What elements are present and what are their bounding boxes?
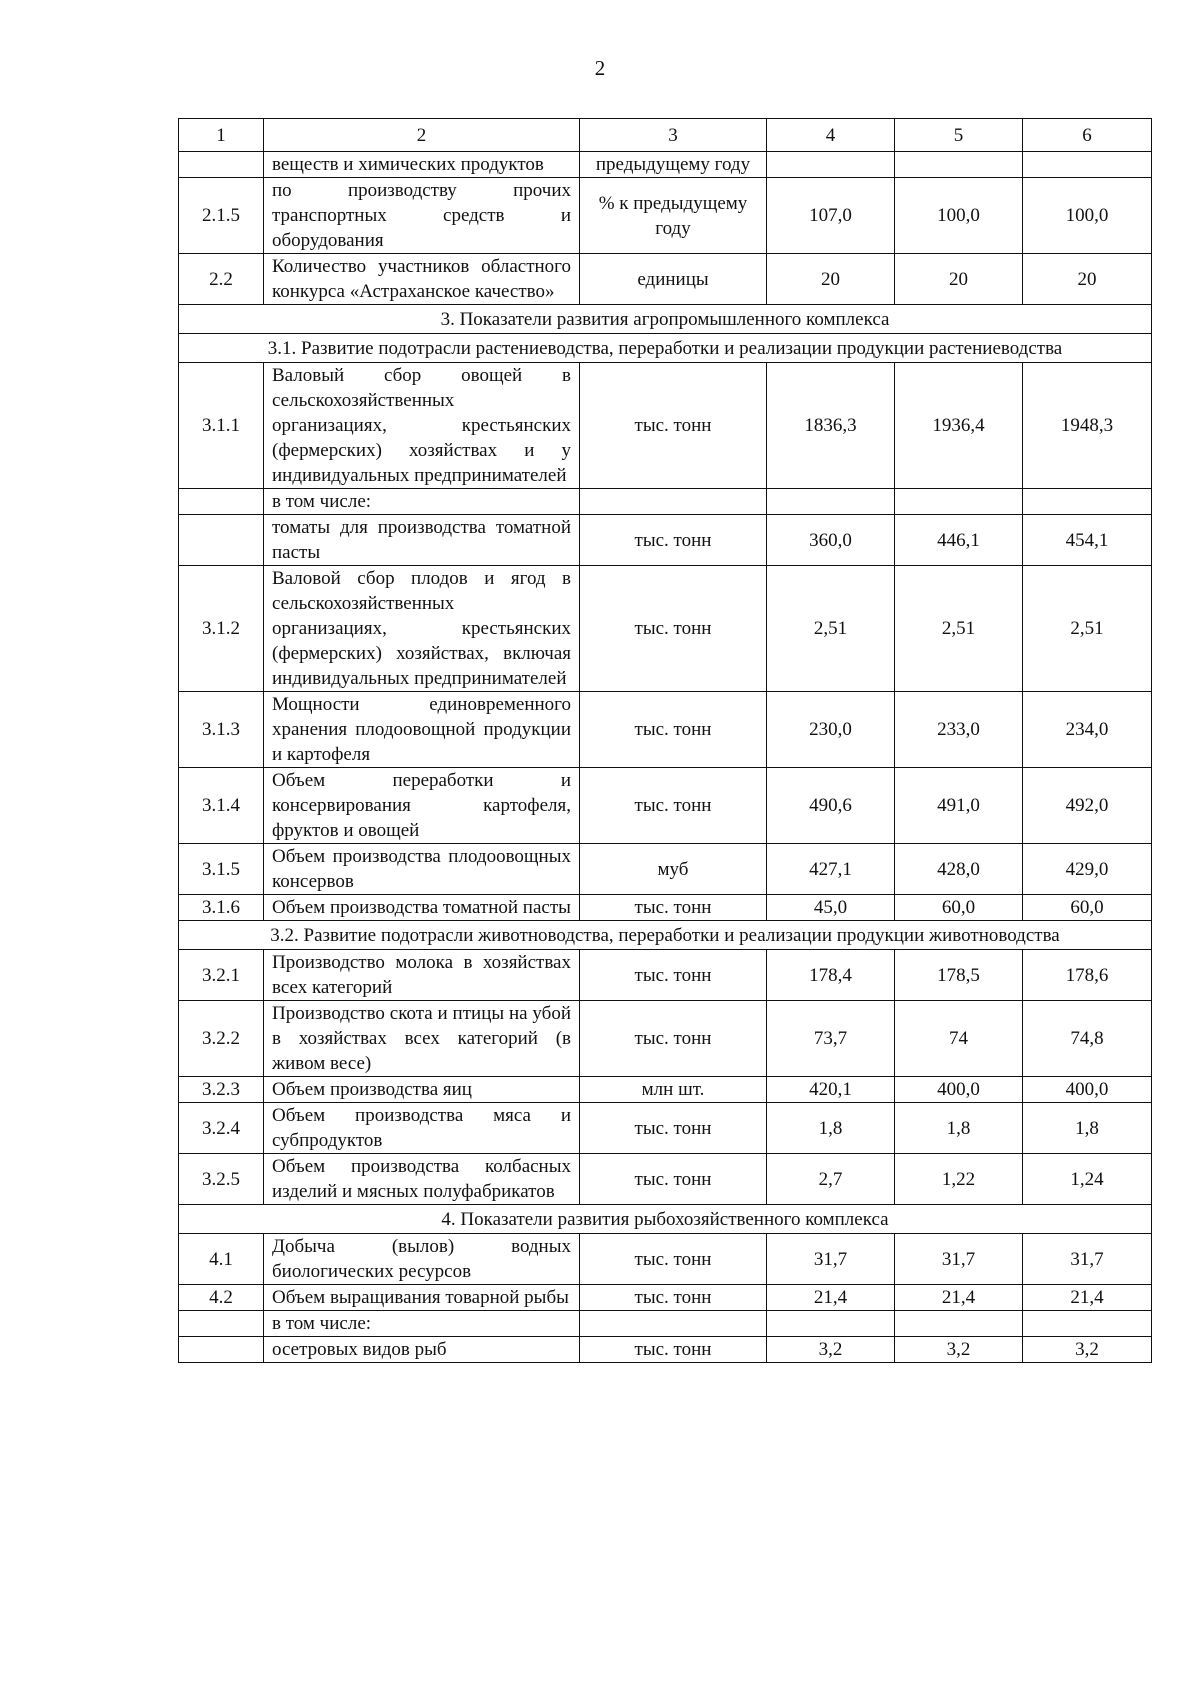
- value-cell: 45,0: [767, 895, 895, 921]
- unit-cell: предыдущему году: [580, 152, 767, 178]
- indicator-name-cell: веществ и химических продуктов: [264, 152, 580, 178]
- indicator-name-cell: осетровых видов рыб: [264, 1337, 580, 1363]
- value-cell: 420,1: [767, 1077, 895, 1103]
- row-number-cell: 3.2.1: [179, 950, 264, 1001]
- indicator-name-cell: в том числе:: [264, 489, 580, 515]
- value-cell: 20: [767, 254, 895, 305]
- row-number-cell: 4.2: [179, 1285, 264, 1311]
- indicator-name-cell: Объем производства яиц: [264, 1077, 580, 1103]
- indicator-name-cell: Валовый сбор овощей в сельскохозяйственных организациях, крестьянских (фермерских) хозяйствах и у индивидуальных предпринимателей: [264, 363, 580, 489]
- value-cell: 100,0: [895, 178, 1023, 254]
- unit-cell: тыс. тонн: [580, 566, 767, 692]
- unit-cell: тыс. тонн: [580, 1234, 767, 1285]
- row-number-cell: 3.1.3: [179, 692, 264, 768]
- table-row: [179, 950, 1152, 1001]
- indicator-name-cell: Добыча (вылов) водных биологических ресурсов: [264, 1234, 580, 1285]
- value-cell: 20: [1023, 254, 1152, 305]
- table-row: [179, 1311, 1152, 1337]
- value-cell: 1936,4: [895, 363, 1023, 489]
- value-cell: 2,51: [895, 566, 1023, 692]
- indicator-name-cell: Валовой сбор плодов и ягод в сельскохозяйственных организациях, крестьянских (фермерских) хозяйствах, включая индивидуальных предпринимателей: [264, 566, 580, 692]
- indicator-name-cell: Объем производства колбасных изделий и мясных полуфабрикатов: [264, 1154, 580, 1205]
- unit-cell: [580, 489, 767, 515]
- indicator-name-cell: по производству прочих транспортных средств и оборудования: [264, 178, 580, 254]
- value-cell: [895, 152, 1023, 178]
- value-cell: 3,2: [767, 1337, 895, 1363]
- value-cell: 107,0: [767, 178, 895, 254]
- section-heading: 3. Показатели развития агропромышленного комплекса: [179, 305, 1152, 334]
- row-number-cell: 2.1.5: [179, 178, 264, 254]
- value-cell: 446,1: [895, 515, 1023, 566]
- table-row: [179, 844, 1152, 895]
- row-number-cell: 3.2.5: [179, 1154, 264, 1205]
- unit-cell: тыс. тонн: [580, 363, 767, 489]
- unit-cell: муб: [580, 844, 767, 895]
- row-number-cell: [179, 515, 264, 566]
- unit-cell: тыс. тонн: [580, 1285, 767, 1311]
- value-cell: 74: [895, 1001, 1023, 1077]
- indicator-name-cell: Количество участников областного конкурса «Астраханское качество»: [264, 254, 580, 305]
- indicator-name-cell: Объем переработки и консервирования картофеля, фруктов и овощей: [264, 768, 580, 844]
- value-cell: 234,0: [1023, 692, 1152, 768]
- indicator-name-cell: Объем выращивания товарной рыбы: [264, 1285, 580, 1311]
- table-row: [179, 254, 1152, 305]
- table-row: [179, 895, 1152, 921]
- row-number-cell: 3.2.4: [179, 1103, 264, 1154]
- value-cell: 21,4: [895, 1285, 1023, 1311]
- value-cell: 178,6: [1023, 950, 1152, 1001]
- row-number-cell: [179, 489, 264, 515]
- unit-cell: [580, 1311, 767, 1337]
- value-cell: 233,0: [895, 692, 1023, 768]
- value-cell: 74,8: [1023, 1001, 1152, 1077]
- value-cell: [895, 489, 1023, 515]
- value-cell: 1,8: [1023, 1103, 1152, 1154]
- unit-cell: тыс. тонн: [580, 950, 767, 1001]
- value-cell: 400,0: [1023, 1077, 1152, 1103]
- value-cell: 429,0: [1023, 844, 1152, 895]
- section-heading: 3.1. Развитие подотрасли растениеводства, переработки и реализации продукции растениеводства: [179, 334, 1152, 363]
- row-number-cell: [179, 1337, 264, 1363]
- value-cell: 60,0: [895, 895, 1023, 921]
- value-cell: 178,5: [895, 950, 1023, 1001]
- section-row: [179, 334, 1152, 363]
- table-row: [179, 692, 1152, 768]
- section-row: [179, 921, 1152, 950]
- value-cell: 21,4: [767, 1285, 895, 1311]
- row-number-cell: 3.1.4: [179, 768, 264, 844]
- page-number: 2: [594, 56, 606, 80]
- header-cell: 3: [580, 119, 767, 152]
- row-number-cell: [179, 152, 264, 178]
- value-cell: 31,7: [767, 1234, 895, 1285]
- value-cell: [767, 152, 895, 178]
- table-row: [179, 566, 1152, 692]
- table-row: [179, 515, 1152, 566]
- row-number-cell: 3.1.2: [179, 566, 264, 692]
- indicator-name-cell: Мощности единовременного хранения плодоовощной продукции и картофеля: [264, 692, 580, 768]
- header-cell: 2: [264, 119, 580, 152]
- table-row: [179, 1285, 1152, 1311]
- value-cell: 492,0: [1023, 768, 1152, 844]
- unit-cell: единицы: [580, 254, 767, 305]
- unit-cell: млн шт.: [580, 1077, 767, 1103]
- section-row: [179, 305, 1152, 334]
- value-cell: 21,4: [1023, 1285, 1152, 1311]
- value-cell: 1,8: [895, 1103, 1023, 1154]
- value-cell: 1,24: [1023, 1154, 1152, 1205]
- table-row: [179, 1337, 1152, 1363]
- value-cell: [1023, 152, 1152, 178]
- indicator-name-cell: Объем производства мяса и субпродуктов: [264, 1103, 580, 1154]
- value-cell: 427,1: [767, 844, 895, 895]
- value-cell: 454,1: [1023, 515, 1152, 566]
- unit-cell: % к предыдущему году: [580, 178, 767, 254]
- indicator-name-cell: томаты для производства томатной пасты: [264, 515, 580, 566]
- section-heading: 4. Показатели развития рыбохозяйственного комплекса: [179, 1205, 1152, 1234]
- row-number-cell: 3.1.6: [179, 895, 264, 921]
- indicators-table: [178, 118, 1152, 1363]
- indicator-name-cell: в том числе:: [264, 1311, 580, 1337]
- indicator-name-cell: Объем производства томатной пасты: [264, 895, 580, 921]
- header-cell: 5: [895, 119, 1023, 152]
- table-row: [179, 178, 1152, 254]
- table-row: [179, 768, 1152, 844]
- table-row: [179, 363, 1152, 489]
- value-cell: 31,7: [1023, 1234, 1152, 1285]
- table-row: [179, 1103, 1152, 1154]
- header-cell: 4: [767, 119, 895, 152]
- unit-cell: тыс. тонн: [580, 1001, 767, 1077]
- table-row: [179, 1154, 1152, 1205]
- value-cell: [1023, 1311, 1152, 1337]
- value-cell: 1,8: [767, 1103, 895, 1154]
- value-cell: [895, 1311, 1023, 1337]
- table-row: [179, 1234, 1152, 1285]
- value-cell: [1023, 489, 1152, 515]
- value-cell: 490,6: [767, 768, 895, 844]
- value-cell: 60,0: [1023, 895, 1152, 921]
- row-number-cell: 3.1.1: [179, 363, 264, 489]
- unit-cell: тыс. тонн: [580, 692, 767, 768]
- unit-cell: тыс. тонн: [580, 895, 767, 921]
- value-cell: 2,51: [767, 566, 895, 692]
- table-row: [179, 489, 1152, 515]
- unit-cell: тыс. тонн: [580, 1103, 767, 1154]
- row-number-cell: 3.2.3: [179, 1077, 264, 1103]
- header-cell: 6: [1023, 119, 1152, 152]
- value-cell: 3,2: [895, 1337, 1023, 1363]
- section-row: [179, 1205, 1152, 1234]
- value-cell: 1948,3: [1023, 363, 1152, 489]
- value-cell: 1,22: [895, 1154, 1023, 1205]
- indicator-name-cell: Объем производства плодоовощных консервов: [264, 844, 580, 895]
- unit-cell: тыс. тонн: [580, 1154, 767, 1205]
- row-number-cell: 3.2.2: [179, 1001, 264, 1077]
- indicator-name-cell: Производство скота и птицы на убой в хозяйствах всех категорий (в живом весе): [264, 1001, 580, 1077]
- unit-cell: тыс. тонн: [580, 768, 767, 844]
- value-cell: 100,0: [1023, 178, 1152, 254]
- value-cell: 3,2: [1023, 1337, 1152, 1363]
- section-heading: 3.2. Развитие подотрасли животноводства, переработки и реализации продукции животноводства: [179, 921, 1152, 950]
- header-cell: 1: [179, 119, 264, 152]
- value-cell: 360,0: [767, 515, 895, 566]
- value-cell: 428,0: [895, 844, 1023, 895]
- value-cell: 400,0: [895, 1077, 1023, 1103]
- row-number-cell: [179, 1311, 264, 1337]
- value-cell: 2,7: [767, 1154, 895, 1205]
- value-cell: 491,0: [895, 768, 1023, 844]
- value-cell: 20: [895, 254, 1023, 305]
- table-row: [179, 152, 1152, 178]
- unit-cell: тыс. тонн: [580, 515, 767, 566]
- value-cell: [767, 489, 895, 515]
- table-row: [179, 1001, 1152, 1077]
- row-number-cell: 4.1: [179, 1234, 264, 1285]
- row-number-cell: 3.1.5: [179, 844, 264, 895]
- table-row: [179, 1077, 1152, 1103]
- value-cell: 230,0: [767, 692, 895, 768]
- value-cell: 2,51: [1023, 566, 1152, 692]
- value-cell: 31,7: [895, 1234, 1023, 1285]
- table-header-row: [179, 119, 1152, 152]
- row-number-cell: 2.2: [179, 254, 264, 305]
- indicator-name-cell: Производство молока в хозяйствах всех категорий: [264, 950, 580, 1001]
- value-cell: 1836,3: [767, 363, 895, 489]
- value-cell: 178,4: [767, 950, 895, 1001]
- unit-cell: тыс. тонн: [580, 1337, 767, 1363]
- value-cell: [767, 1311, 895, 1337]
- value-cell: 73,7: [767, 1001, 895, 1077]
